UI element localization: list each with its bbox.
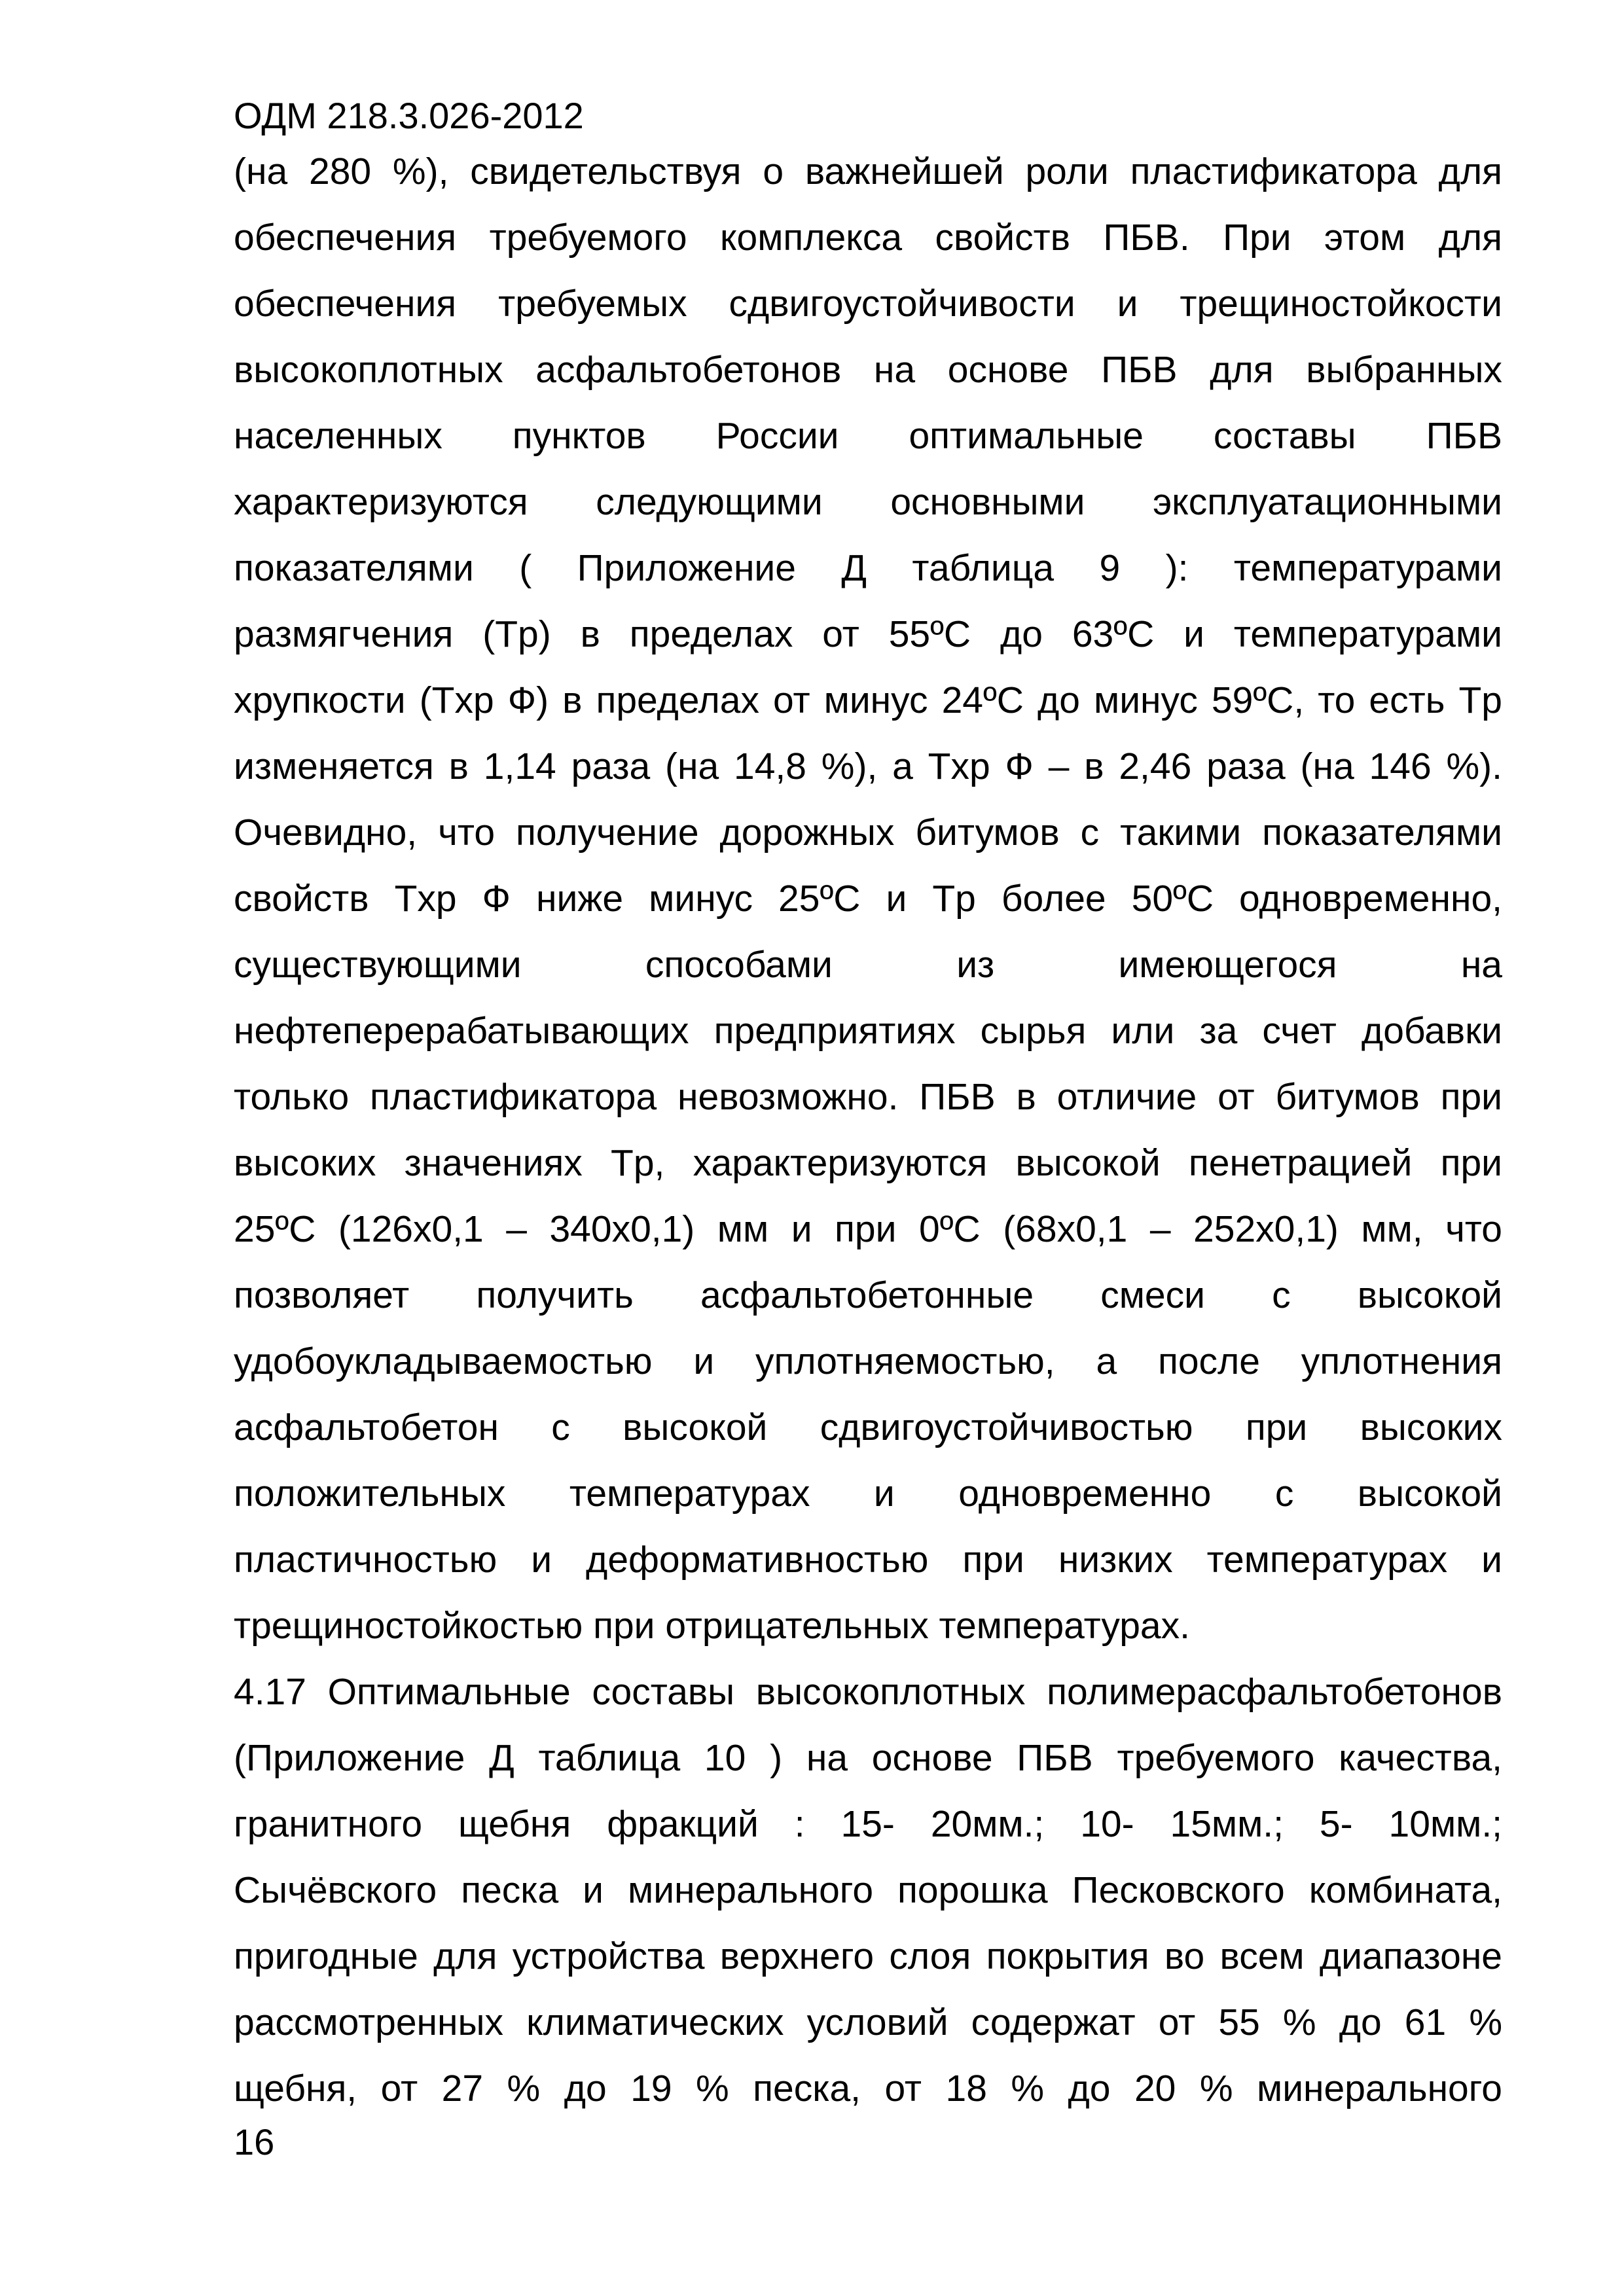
- text-line: позволяет получить асфальтобетонные смеси с высокой: [234, 1274, 1502, 1316]
- text-line: (на 280 %), свидетельствуя о важнейшей роли пластификатора для: [234, 151, 1502, 192]
- text-line: пластичностью и деформативностью при низких температурах и: [234, 1539, 1502, 1581]
- text-line: (Приложение Д таблица 10 ) на основе ПБВ требуемого качества,: [234, 1737, 1502, 1779]
- text-line: хрупкости (Tхр Ф) в пределах от минус 24ºС до минус 59ºС, то есть Tр: [234, 679, 1502, 721]
- text-line: показателями ( Приложение Д таблица 9 ): температурами: [234, 547, 1502, 589]
- text-line: 4.17 Оптимальные составы высокоплотных полимерасфальтобетонов: [234, 1671, 1502, 1713]
- text-line: обеспечения требуемых сдвигоустойчивости и трещиностойкости: [234, 283, 1502, 325]
- text-line: только пластификатора невозможно. ПБВ в отличие от битумов при: [234, 1076, 1502, 1118]
- text-line: размягчения (Tр) в пределах от 55ºС до 63ºС и температурами: [234, 613, 1502, 655]
- text-line: асфальтобетон с высокой сдвигоустойчивостью при высоких: [234, 1407, 1502, 1448]
- text-line: щебня, от 27 % до 19 % песка, от 18 % до 20 % минерального: [234, 2068, 1502, 2109]
- text-line: характеризуются следующими основными эксплуатационными: [234, 481, 1502, 523]
- text-line: положительных температурах и одновременно с высокой: [234, 1473, 1502, 1515]
- text-line: рассмотренных климатических условий содержат от 55 % до 61 %: [234, 2001, 1502, 2043]
- text-line: удобоукладываемостью и уплотняемостью, а после уплотнения: [234, 1340, 1502, 1382]
- text-line: обеспечения требуемого комплекса свойств ПБВ. При этом для: [234, 217, 1502, 259]
- text-line: высокоплотных асфальтобетонов на основе ПБВ для выбранных: [234, 349, 1502, 391]
- paragraph-end-line: трещиностойкостью при отрицательных температурах.: [234, 1605, 1190, 1647]
- text-line: пригодные для устройства верхнего слоя покрытия во всем диапазоне: [234, 1935, 1502, 1977]
- text-line: гранитного щебня фракций : 15- 20мм.; 10- 15мм.; 5- 10мм.;: [234, 1803, 1502, 1845]
- text-line: нефтеперерабатывающих предприятиях сырья или за счет добавки: [234, 1010, 1502, 1052]
- text-line: Сычёвского песка и минерального порошка Песковского комбината,: [234, 1869, 1502, 1911]
- document-code: ОДМ 218.3.026-2012: [234, 95, 584, 136]
- text-line: Очевидно, что получение дорожных битумов с такими показателями: [234, 812, 1502, 853]
- text-line: изменяется в 1,14 раза (на 14,8 %), а Tхр Ф – в 2,46 раза (на 146 %).: [234, 745, 1502, 787]
- text-line: 25ºС (126х0,1 – 340х0,1) мм и при 0ºС (68х0,1 – 252х0,1) мм, что: [234, 1208, 1502, 1250]
- body-text: [234, 139, 1502, 2122]
- text-line: населенных пунктов России оптимальные составы ПБВ: [234, 415, 1502, 457]
- text-line: существующими способами из имеющегося на: [234, 944, 1502, 986]
- page-number: 16: [234, 2121, 275, 2162]
- text-line: свойств Tхр Ф ниже минус 25ºС и Tр более 50ºС одновременно,: [234, 878, 1502, 920]
- text-line: высоких значениях Tр, характеризуются высокой пенетрацией при: [234, 1142, 1502, 1184]
